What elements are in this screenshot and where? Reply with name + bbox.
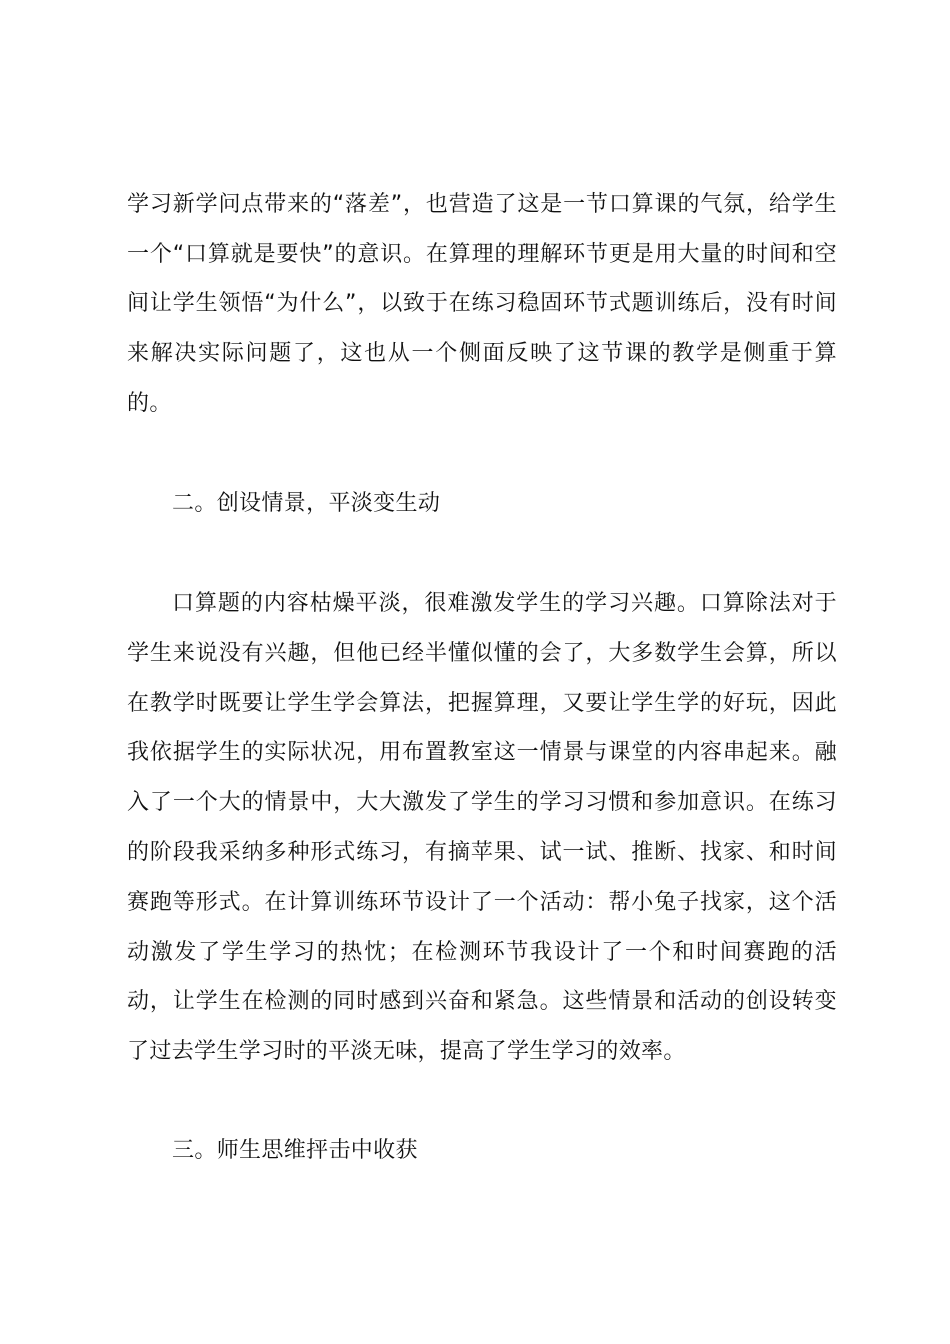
paragraph-1-line-5: 的。 xyxy=(127,391,172,416)
paragraph-2-line-1: 口算题的内容枯燥平淡，很难激发学生的学习兴趣。口算除法对于 xyxy=(172,591,837,616)
paragraph-2-line-3: 在教学时既要让学生学会算法，把握算理，又要让学生学的好玩，因此 xyxy=(127,691,837,716)
paragraph-2-line-5: 入了一个大的情景中，大大激发了学生的学习习惯和参加意识。在练习 xyxy=(127,790,837,815)
paragraph-2-line-4: 我依据学生的实际状况，用布置教室这一情景与课堂的内容串起来。融 xyxy=(127,740,837,765)
paragraph-2-line-10: 了过去学生学习时的平淡无味，提高了学生学习的效率。 xyxy=(127,1039,686,1064)
paragraph-2-line-9: 动，让学生在检测的同时感到兴奋和紧急。这些情景和活动的创设转变 xyxy=(127,989,837,1014)
paragraph-1-line-1: 学习新学问点带来的“落差”，也营造了这是一节口算课的气氛，给学生 xyxy=(127,192,837,217)
paragraph-2-line-6: 的阶段我采纳多种形式练习，有摘苹果、试一试、推断、找家、和时间 xyxy=(127,840,837,865)
section-heading-3: 三。师生思维抨击中收获 xyxy=(172,1138,418,1163)
paragraph-2-line-8: 动激发了学生学习的热忱；在检测环节我设计了一个和时间赛跑的活 xyxy=(127,940,837,965)
paragraph-2-line-7: 赛跑等形式。在计算训练环节设计了一个活动：帮小兔子找家，这个活 xyxy=(127,890,837,915)
paragraph-1-line-4: 来解决实际问题了，这也从一个侧面反映了这节课的教学是侧重于算 xyxy=(127,341,837,366)
paragraph-1-line-3: 间让学生领悟“为什么”，以致于在练习稳固环节式题训练后，没有时间 xyxy=(127,291,837,316)
section-heading-2: 二。创设情景，平淡变生动 xyxy=(172,491,441,516)
paragraph-2-line-2: 学生来说没有兴趣，但他已经半懂似懂的会了，大多数学生会算，所以 xyxy=(127,641,837,666)
paragraph-1-line-2: 一个“口算就是要快”的意识。在算理的理解环节更是用大量的时间和空 xyxy=(127,242,837,267)
